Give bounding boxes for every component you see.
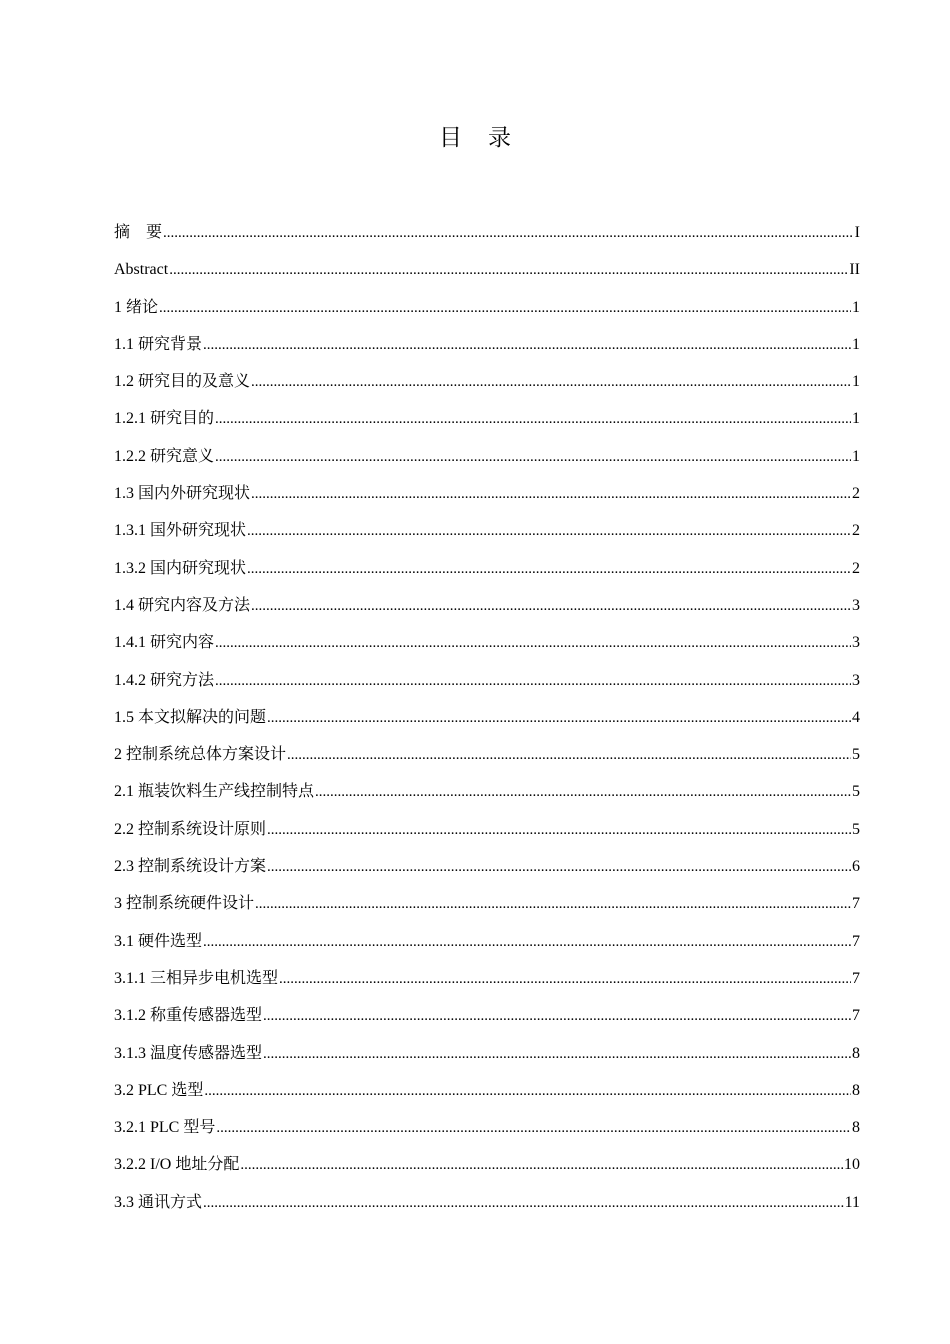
toc-entry[interactable] xyxy=(114,662,860,699)
toc-entry[interactable] xyxy=(114,214,860,251)
toc-leader-dots xyxy=(203,923,851,961)
toc-leader-dots xyxy=(215,400,851,438)
toc-entry[interactable] xyxy=(114,1072,860,1109)
toc-entry[interactable] xyxy=(114,885,860,922)
toc-entry-page: 4 xyxy=(852,708,860,726)
toc-entry[interactable] xyxy=(114,624,860,661)
table-of-contents xyxy=(114,214,860,1221)
toc-entry[interactable] xyxy=(114,289,860,326)
toc-entry[interactable] xyxy=(114,1184,860,1221)
toc-entry-label: 3.2.2 I/O 地址分配 xyxy=(114,1156,240,1174)
toc-entry-label: 摘 要 xyxy=(114,224,163,241)
toc-leader-dots xyxy=(263,1035,851,1073)
toc-entry-page: 1 xyxy=(852,335,860,353)
toc-entry[interactable] xyxy=(114,326,860,363)
toc-leader-dots xyxy=(263,997,851,1035)
toc-leader-dots xyxy=(315,773,851,811)
toc-entry[interactable] xyxy=(114,1109,860,1146)
toc-entry-page: 7 xyxy=(852,932,860,950)
toc-entry-page: 8 xyxy=(852,1119,860,1137)
toc-entry[interactable] xyxy=(114,438,860,475)
toc-leader-dots xyxy=(215,662,851,700)
toc-entry[interactable] xyxy=(114,811,860,848)
toc-entry-label: 1.4.2 研究方法 xyxy=(114,671,215,689)
toc-entry[interactable] xyxy=(114,587,860,624)
toc-leader-dots xyxy=(267,811,851,849)
toc-entry-label: 3 控制系统硬件设计 xyxy=(114,895,255,913)
toc-leader-dots xyxy=(255,885,851,923)
toc-leader-dots xyxy=(251,475,851,513)
toc-entry-page: 7 xyxy=(852,969,860,987)
toc-leader-dots xyxy=(169,251,848,289)
toc-entry[interactable] xyxy=(114,512,860,549)
toc-entry-label: 1.3.1 国外研究现状 xyxy=(114,522,247,540)
toc-entry[interactable] xyxy=(114,251,860,288)
toc-leader-dots xyxy=(163,214,854,252)
toc-entry[interactable] xyxy=(114,736,860,773)
toc-entry-page: 5 xyxy=(852,820,860,838)
toc-leader-dots xyxy=(247,550,851,588)
toc-leader-dots xyxy=(159,289,851,327)
toc-entry-label: Abstract xyxy=(114,261,169,279)
toc-leader-dots xyxy=(204,1072,851,1110)
toc-entry-page: 3 xyxy=(852,596,860,614)
toc-entry-label: 1.3 国内外研究现状 xyxy=(114,485,251,503)
toc-leader-dots xyxy=(267,848,851,886)
toc-leader-dots xyxy=(247,512,851,550)
toc-entry[interactable] xyxy=(114,997,860,1034)
toc-entry-label: 1.4 研究内容及方法 xyxy=(114,596,251,614)
toc-entry-label: 1.4.1 研究内容 xyxy=(114,634,215,652)
toc-entry[interactable] xyxy=(114,475,860,512)
toc-entry-page: 1 xyxy=(852,373,860,391)
toc-entry-label: 1.2.2 研究意义 xyxy=(114,447,215,465)
toc-entry-page: 1 xyxy=(852,298,860,316)
toc-leader-dots xyxy=(251,363,851,401)
toc-entry-page: 2 xyxy=(852,559,860,577)
toc-entry-page: 6 xyxy=(852,858,860,876)
toc-entry-label: 3.2.1 PLC 型号 xyxy=(114,1119,216,1137)
toc-leader-dots xyxy=(203,1184,844,1222)
toc-entry[interactable] xyxy=(114,773,860,810)
toc-entry-label: 3.2 PLC 选型 xyxy=(114,1081,204,1099)
toc-entry-label: 1.5 本文拟解决的问题 xyxy=(114,708,267,726)
toc-entry-page: 10 xyxy=(844,1156,860,1174)
toc-entry-page: 5 xyxy=(852,783,860,801)
toc-entry[interactable] xyxy=(114,923,860,960)
toc-entry-page: 5 xyxy=(852,746,860,764)
toc-entry[interactable] xyxy=(114,1146,860,1183)
toc-entry-label: 1.3.2 国内研究现状 xyxy=(114,559,247,577)
toc-entry-label: 2.2 控制系统设计原则 xyxy=(114,820,267,838)
toc-entry-page: 7 xyxy=(852,895,860,913)
toc-entry-label: 3.1.2 称重传感器选型 xyxy=(114,1007,263,1025)
page-title: 目录 xyxy=(439,125,537,151)
toc-entry[interactable] xyxy=(114,848,860,885)
toc-leader-dots xyxy=(216,1109,851,1147)
toc-entry-page: 8 xyxy=(852,1081,860,1099)
toc-leader-dots xyxy=(287,736,851,774)
toc-entry-label: 3.1.3 温度传感器选型 xyxy=(114,1044,263,1062)
toc-entry-page: 2 xyxy=(852,522,860,540)
toc-entry[interactable] xyxy=(114,550,860,587)
toc-leader-dots xyxy=(279,960,851,998)
toc-entry-page: 8 xyxy=(852,1044,860,1062)
toc-entry-label: 3.1.1 三相异步电机选型 xyxy=(114,969,279,987)
toc-entry-label: 1 绪论 xyxy=(114,298,159,316)
toc-leader-dots xyxy=(240,1146,843,1184)
toc-entry[interactable] xyxy=(114,1035,860,1072)
toc-entry-label: 2.1 瓶装饮料生产线控制特点 xyxy=(114,783,315,801)
toc-entry-label: 3.3 通讯方式 xyxy=(114,1193,203,1211)
toc-entry-label: 3.1 硬件选型 xyxy=(114,932,203,950)
toc-entry-label: 1.2.1 研究目的 xyxy=(114,410,215,428)
toc-leader-dots xyxy=(203,326,851,364)
toc-entry-page: I xyxy=(854,224,860,241)
toc-entry-label: 2 控制系统总体方案设计 xyxy=(114,746,287,764)
toc-entry-label: 1.1 研究背景 xyxy=(114,335,203,353)
toc-entry[interactable] xyxy=(114,699,860,736)
toc-entry-page: 1 xyxy=(852,447,860,465)
toc-entry[interactable] xyxy=(114,400,860,437)
toc-leader-dots xyxy=(215,438,851,476)
toc-entry-page: 3 xyxy=(852,634,860,652)
toc-entry-page: 11 xyxy=(844,1193,860,1211)
toc-entry-label: 1.2 研究目的及意义 xyxy=(114,373,251,391)
toc-entry[interactable] xyxy=(114,363,860,400)
toc-entry-page: 1 xyxy=(852,410,860,428)
toc-leader-dots xyxy=(251,587,851,625)
toc-leader-dots xyxy=(267,699,851,737)
toc-entry-page: 3 xyxy=(852,671,860,689)
toc-leader-dots xyxy=(215,624,851,662)
toc-entry-page: 2 xyxy=(852,485,860,503)
toc-entry-page: 7 xyxy=(852,1007,860,1025)
toc-entry-label: 2.3 控制系统设计方案 xyxy=(114,858,267,876)
toc-entry-page: II xyxy=(849,261,860,279)
toc-entry[interactable] xyxy=(114,960,860,997)
